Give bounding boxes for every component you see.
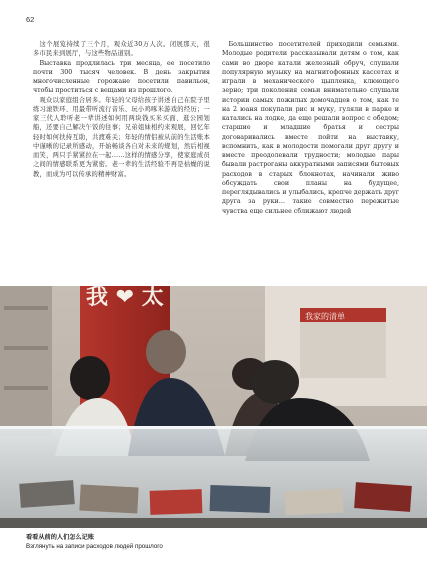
paragraph-ru-families: Большинство посетителей приходили семьями. Молодые родители рассказывали детям о том, как сами во дворе катали железный обруч, слушали популярную музыку на магнитофонных кассетах и играли в механического цыпленка, клюющего зерно; три поколения семьи внимательно слушали истории самых пожилых домочадцев о том, как те на 2 юаня покупали рис и муку, гуляли в парке и катались на лодке, да еще решали вопрос с обедом; старшие и младшие братья и сестры договаривались вместе пойти на выставку, вспомнить, как в молодости помогали друг другу и вместе преодолевали трудности; молодые пары бывали растроганы аккуратными записями бытовых расходов в старых блокнотах, начинали живо обсуждать свои планы на будущее, переглядывались и улыбались, крепче держать друг друга за руки… такие совместно пережитые чувства еще сильнее сближают людей <box>222 41 399 215</box>
wall-slogan: 我 ❤ 太 <box>86 286 164 310</box>
paragraph-zh-families: 观众以家庭组合居多。年轻的父母给孩子讲述自己在院子里练习滚铁环、用最带听流行音乐、玩小鸡啄米游戏的经历；一家三代人聆听老一辈讲述如何用两块钱买米买面、逛公园划船，还要自己解决午饭的往事；兄弟姐妹相约来观展，回忆年轻时如何扶持互助，共渡难关；年轻的情侣被从前的生活账本中谨晰的记录所感动，开始畅谈各自对未来的规划，然后相视而笑，两只手紧紧拉在一起……这样的情感分享，使家庭成员之间的情感联系更为紧密。老一辈的生活经验不再是枯燥的说教，而成为可以传承的精神财富。 <box>33 96 210 178</box>
paragraph-ru-intro: Выставка продлилась три месяца, ее посетило почти 300 тысяч человек. В день закрытия многочисленные горожане посетили павильон, чтобы проститься с вещами из прошлого. <box>33 59 210 95</box>
exhibition-photo <box>0 286 427 528</box>
display-board-title: 我家的清单 <box>305 312 345 321</box>
right-text-column <box>222 40 399 216</box>
paragraph-zh-intro: 这个展览持续了三个月，观众近30万人次。闭展那天，很多市民来到展厅，与这些物品道别。 <box>33 41 210 58</box>
photo-caption <box>26 534 163 551</box>
left-text-column <box>33 40 210 179</box>
page-number: 62 <box>26 15 35 24</box>
caption-ru: Взглянуть на записи расходов людей прошлого <box>26 542 163 550</box>
exhibition-photo-illustration <box>0 286 427 528</box>
caption-zh: 看看从前的人们怎么记账 <box>26 534 95 541</box>
